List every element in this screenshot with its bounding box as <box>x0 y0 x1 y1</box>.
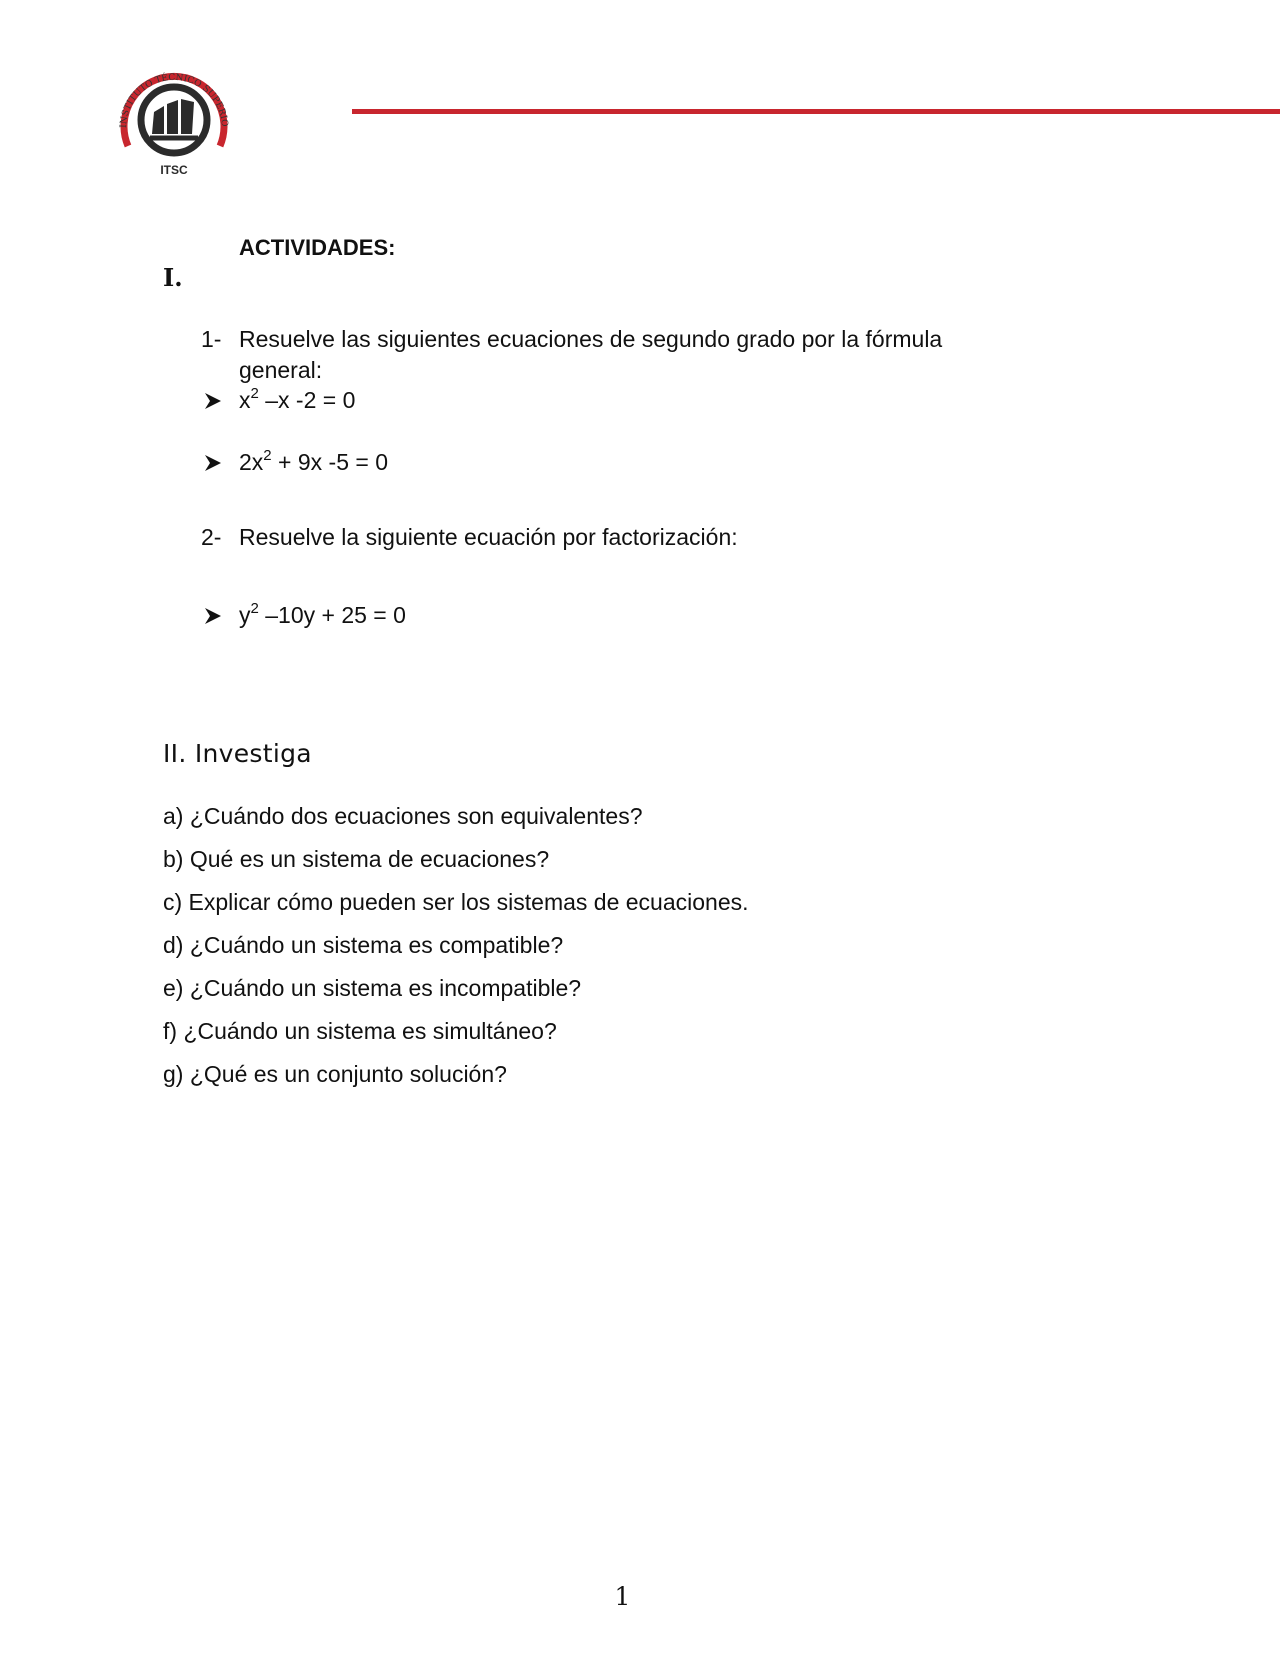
page-number: 1 <box>614 1582 631 1611</box>
item-1-text-line-1: Resuelve las siguientes ecuaciones de segundo grado por la fórmula <box>239 326 943 352</box>
item-1-number: 1- <box>201 326 222 352</box>
question-e: e) ¿Cuándo un sistema es incompatible? <box>163 975 582 1001</box>
question-c: c) Explicar cómo pueden ser los sistemas de ecuaciones. <box>163 889 749 915</box>
equation-1: $x^2$ –x -2 = 0 <box>239 385 356 413</box>
question-a: a) ¿Cuándo dos ecuaciones son equivalentes? <box>163 803 643 829</box>
question-d: d) ¿Cuándo un sistema es compatible? <box>163 932 564 958</box>
question-f: f) ¿Cuándo un sistema es simultáneo? <box>163 1018 557 1044</box>
question-g: g) ¿Qué es un conjunto solución? <box>163 1061 507 1087</box>
arrow-bullet-icon <box>203 391 223 411</box>
logo-arc-text: INSTITUTO TÉCNICO SUPERIO <box>118 72 230 129</box>
item-2-number: 2- <box>201 524 222 550</box>
section-1-title: ACTIVIDADES: <box>239 235 396 260</box>
section-1-numeral: I. <box>163 263 183 292</box>
arrow-bullet-icon <box>203 606 223 626</box>
equation-3: $y^2$ –10y + 25 = 0 <box>239 600 406 628</box>
question-b: b) Qué es un sistema de ecuaciones? <box>163 846 550 872</box>
arrow-bullet-icon <box>203 453 223 473</box>
logo-abbreviation: ITSC <box>160 163 188 177</box>
equation-2: $2x^2 + 9x$ -5 = 0 <box>239 447 388 475</box>
item-1-text-line-2: general: <box>239 357 323 383</box>
institution-logo <box>112 56 236 180</box>
item-2-text: Resuelve la siguiente ecuación por factorización: <box>239 524 738 550</box>
header-rule <box>352 109 1280 114</box>
section-2-title: II. Investiga <box>163 739 312 768</box>
